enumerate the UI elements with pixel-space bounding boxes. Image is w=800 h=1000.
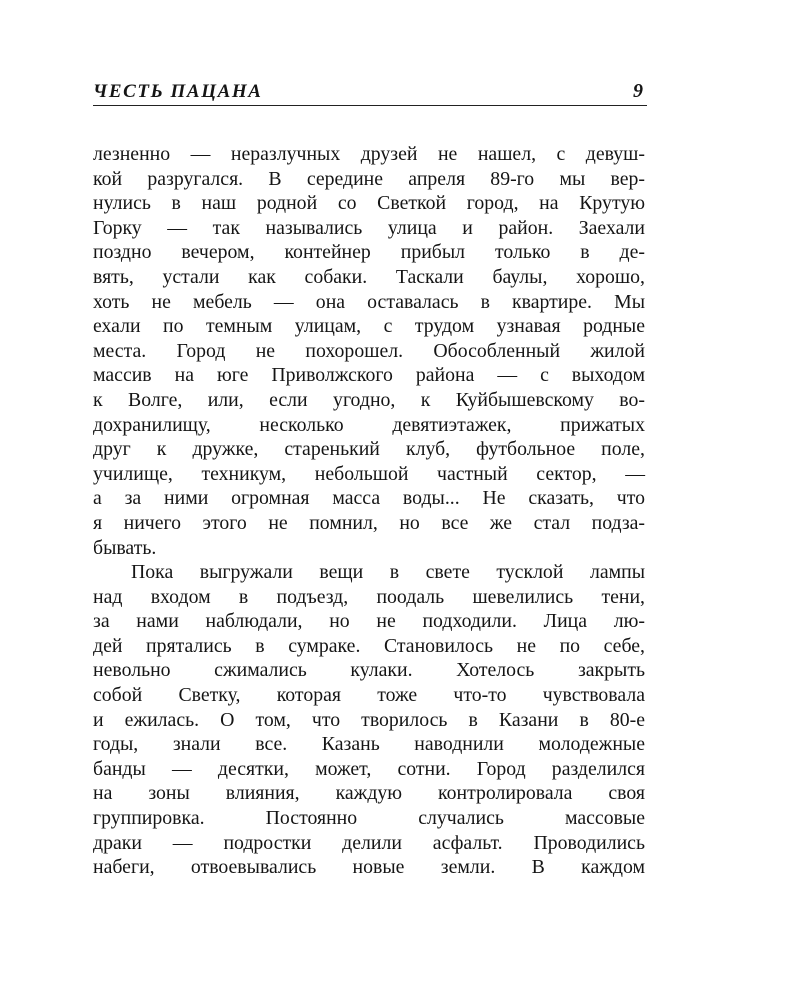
text-line: за нами наблюдали, но не подходили. Лица лю-: [93, 610, 645, 633]
text-line: ехали по темным улицам, с трудом узнавая родные: [93, 315, 645, 338]
text-line: массив на юге Приволжского района — с выходом: [93, 364, 645, 387]
text-line: драки — подростки делили асфальт. Проводились: [93, 831, 645, 854]
text-line: над входом в подъезд, поодаль шевелились тени,: [93, 585, 645, 608]
text-line: места. Город не похорошел. Обособленный жилой: [93, 339, 645, 362]
running-header: [93, 78, 647, 106]
text-line: дей прятались в сумраке. Становилось не по себе,: [93, 634, 645, 657]
text-line: хоть не мебель — она оставалась в квартире. Мы: [93, 290, 645, 313]
paragraph-end-line: бывать.: [93, 536, 157, 559]
text-line: группировка. Постоянно случались массовые: [93, 807, 645, 830]
text-line: Горку — так назывались улица и район. Заехали: [93, 216, 645, 239]
text-line: банды — десятки, может, сотни. Город разделился: [93, 757, 645, 780]
text-line: вять, устали как собаки. Таскали баулы, хорошо,: [93, 265, 645, 288]
body-text: [93, 142, 645, 880]
text-line: друг к дружке, старенький клуб, футбольное поле,: [93, 438, 645, 461]
text-line: я ничего этого не помнил, но все же стал подза-: [93, 511, 645, 534]
text-line: училище, техникум, небольшой частный сектор, —: [93, 462, 645, 485]
text-line: и ежилась. О том, что творилось в Казани в 80-е: [93, 708, 645, 731]
text-line: кой разругался. В середине апреля 89-го мы вер-: [93, 167, 645, 190]
text-line: к Волге, или, если угодно, к Куйбышевскому во-: [93, 388, 645, 411]
text-line: набеги, отвоевывались новые земли. В каждом: [93, 856, 645, 879]
text-line: а за ними огромная масса воды... Не сказать, что: [93, 487, 645, 510]
running-title: ЧЕСТЬ ПАЦАНА: [93, 81, 263, 102]
text-line: нулись в наш родной со Светкой город, на Крутую: [93, 192, 645, 215]
text-line: дохранилищу, несколько девятиэтажек, прижатых: [93, 413, 645, 436]
text-line: лезненно — неразлучных друзей не нашел, с девуш-: [93, 143, 645, 165]
text-line: на зоны влияния, каждую контролировала своя: [93, 782, 645, 805]
text-line: годы, знали все. Казань наводнили молодежные: [93, 733, 645, 756]
text-line: невольно сжимались кулаки. Хотелось закрыть: [93, 659, 645, 682]
header-rule: [93, 105, 647, 106]
page-number: 9: [633, 80, 643, 102]
text-line: собой Светку, которая тоже что-то чувствовала: [93, 684, 645, 707]
paragraph-first-line: Пока выгружали вещи в свете тусклой лампы: [131, 561, 645, 584]
text-line: поздно вечером, контейнер прибыл только в де-: [93, 241, 645, 264]
